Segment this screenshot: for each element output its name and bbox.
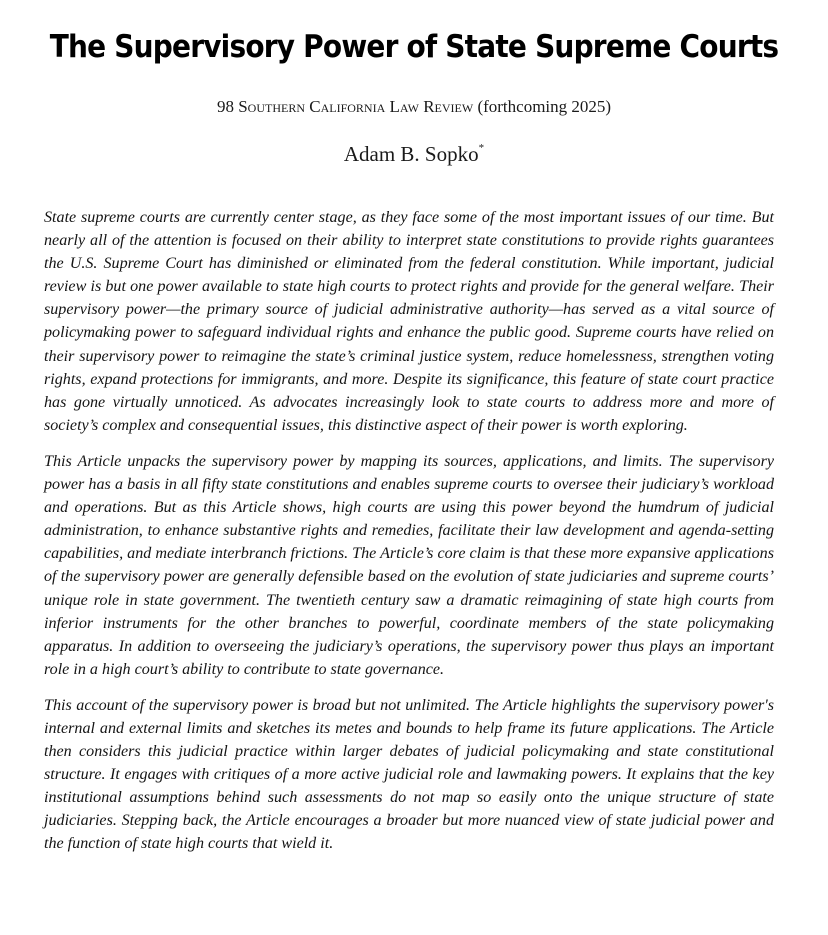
journal-status: (forthcoming 2025): [477, 97, 612, 116]
abstract: [44, 206, 774, 869]
journal-name-review: Review: [423, 97, 474, 116]
abstract-paragraph-2: This Article unpacks the supervisory power by mapping its sources, applications, and limits. The supervisory power has a basis in all fifty state constitutions and enables supreme courts to oversee their judiciary’s workload and operations. But as this Article shows, high courts are using this power beyond the humdrum of judicial administration, to enhance substantive rights and remedies, facilitate their law development and agenda-setting capabilities, and mediate interbranch frictions. The Article’s core claim is that these more expansive applications of the supervisory power are generally defensible based on the evolution of state judiciaries and supreme courts’ unique role in state government. The twentieth century saw a dramatic reimagining of state high courts from inferior instruments for the other branches to powerful, coordinate members of the state policymaking apparatus. In addition to overseeing the judiciary’s operations, the supervisory power thus plays an important role in a high court’s ability to contribute to state governance.: [44, 452, 774, 678]
author-name: Adam B. Sopko: [343, 142, 479, 166]
journal-volume: 98: [216, 97, 234, 116]
journal-name-california: California: [309, 97, 386, 116]
abstract-paragraph-1: State supreme courts are currently center stage, as they face some of the most important issues of our time. But nearly all of the attention is focused on their ability to interpret state constitutions to provide rights guarantees the U.S. Supreme Court has diminished or eliminated from the federal constitution. While important, judicial review is but one power available to state high courts to protect rights and provide for the general welfare. Their supervisory power—the primary source of judicial administrative authority—has served as a vital source of policymaking power to safeguard individual rights and enhance the public good. Supreme courts have relied on their supervisory power to reimagine the state’s criminal justice system, reduce homelessness, strengthen voting rights, expand protections for immigrants, and more. Despite its significance, this feature of state court practice has gone virtually unnoticed. As advocates increasingly look to state courts to address more and more of society’s complex and consequential issues, this distinctive aspect of their power is worth exploring.: [44, 209, 774, 434]
paper-title: The Supervisory Power of State Supreme Courts: [49, 28, 779, 65]
journal-name-law: Law: [389, 97, 419, 116]
journal-citation: [0, 97, 828, 117]
author-footnote-mark[interactable]: *: [478, 142, 485, 154]
abstract-paragraph-3: This account of the supervisory power is broad but not unlimited. The Article highlights the supervisory power's internal and external limits and sketches its metes and bounds to help frame its future applications. The Article then considers this judicial practice within larger debates of judicial policymaking and state constitutional structure. It engages with critiques of a more active judicial role and lawmaking powers. It explains that the key institutional assumptions behind such assessments do not map so easily onto the unique structure of state judiciaries. Stepping back, the Article encourages a broader but more nuanced view of state judicial power and the function of state high courts that wield it.: [44, 696, 774, 853]
journal-name-southern: Southern: [238, 97, 305, 116]
author-line: [0, 142, 828, 167]
